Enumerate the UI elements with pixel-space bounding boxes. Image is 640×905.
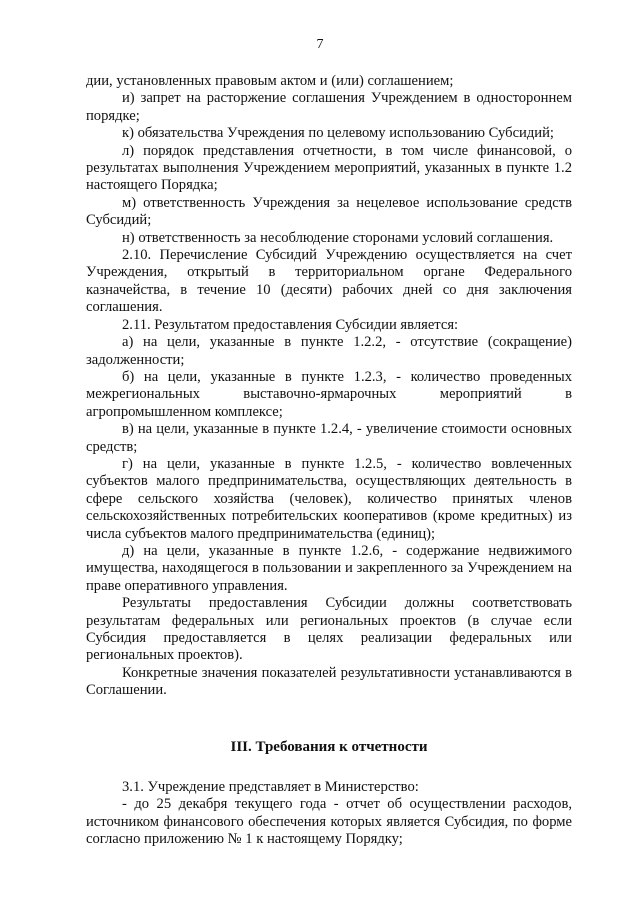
- paragraph-continuation: дии, установленных правовым актом и (или) соглашением;: [86, 73, 454, 89]
- paragraph-item-i: и) запрет на расторжение соглашения Учреждением в одностороннем порядке;: [86, 90, 572, 124]
- paragraph-result-a: а) на цели, указанные в пункте 1.2.2, - отсутствие (сокращение) задолженности;: [86, 334, 572, 368]
- paragraph-result-d: д) на цели, указанные в пункте 1.2.6, - содержание недвижимого имущества, находящегося в пользовании и закрепленного за Учреждением на праве оперативного управления.: [86, 542, 572, 594]
- paragraph-results-compliance: Результаты предоставления Субсидии должны соответствовать результатам федеральных или региональных проектов (в случае если Субсидия предоставляется в целях реализации федеральных или региональных проектов).: [86, 595, 572, 664]
- section-heading: III. Требования к отчетности: [230, 738, 428, 755]
- paragraph-2-10: 2.10. Перечисление Субсидий Учреждению осуществляется на счет Учреждения, открытый в территориальном органе Федерального казначейства, в течение 10 (десяти) рабочих дней со дня заключения соглашения.: [86, 247, 572, 316]
- paragraph-result-g: г) на цели, указанные в пункте 1.2.5, - количество вовлеченных субъектов малого предпринимательства, осуществляющих деятельность в сфере сельского хозяйства (человек), количество принятых членов сельскохозяйственных потребительских кооперативов (кроме кредитных) из числа субъектов малого предпринимательства (единиц);: [86, 455, 572, 542]
- paragraph-result-b: б) на цели, указанные в пункте 1.2.3, - количество проведенных межрегиональных выставочно-ярмарочных мероприятий в агропромышленном комплексе;: [86, 368, 572, 420]
- page-number: 7: [316, 37, 324, 52]
- paragraph-indicator-values: Конкретные значения показателей результативности устанавливаются в Соглашении.: [86, 664, 572, 699]
- paragraph-item-l: л) порядок представления отчетности, в том числе финансовой, о результатах выполнения Учреждением мероприятий, указанных в пункте 1.2 настоящего Порядка;: [86, 142, 572, 194]
- paragraph-report-deadline: - до 25 декабря текущего года - отчет об осуществлении расходов, источником финансового обеспечения которых является Субсидия, по форме согласно приложению № 1 к настоящему Порядку;: [86, 796, 572, 848]
- paragraph-item-m: м) ответственность Учреждения за нецелевое использование средств Субсидий;: [86, 194, 572, 229]
- paragraph-item-k: к) обязательства Учреждения по целевому использованию Субсидий;: [122, 125, 554, 142]
- paragraph-item-n: н) ответственность за несоблюдение сторонами условий соглашения.: [122, 229, 554, 246]
- document-body: [86, 73, 572, 849]
- paragraph-result-v: в) на цели, указанные в пункте 1.2.4, - увеличение стоимости основных средств;: [86, 421, 572, 455]
- paragraph-3-1: 3.1. Учреждение представляет в Министерство:: [122, 779, 419, 796]
- paragraph-2-11: 2.11. Результатом предоставления Субсидии является:: [122, 316, 459, 333]
